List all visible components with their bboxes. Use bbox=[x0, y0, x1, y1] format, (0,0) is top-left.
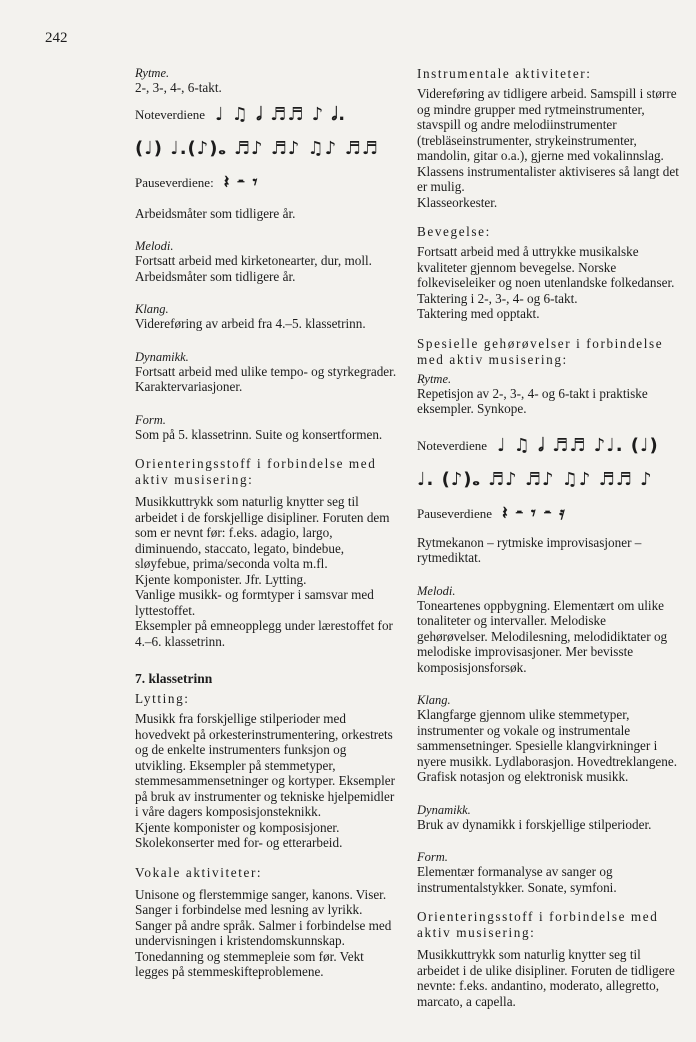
note-symbols: ♩ ♫ 𝅗𝅥 ♬♬ ♪ 𝅗𝅥. bbox=[215, 104, 347, 125]
form-heading: Form. bbox=[135, 412, 166, 427]
orientation-text: Musikkuttrykk som naturlig knytter seg til arbeidet i de forskjellige disipliner. Foruten dem som er nevnt før: f.eks. adagio, largo, diminuendo, staccato, legato, bindebue, sløyfebue, prima/seconda volta m.fl. bbox=[135, 494, 390, 571]
note-values-label-right: Noteverdiene bbox=[417, 437, 488, 453]
vocal-activities-heading: Vokale aktiviteter: bbox=[135, 864, 263, 880]
movement-text: Fortsatt arbeid med å uttrykke musikalske kvaliteter gjennom bevegelse. Norske folkeviseleiker og noen utenlandske folkedanser. bbox=[417, 244, 675, 290]
dynamics-heading-right: Dynamikk. bbox=[417, 802, 471, 817]
dynamics-text: Fortsatt arbeid med ulike tempo- og styrkegrader. bbox=[135, 363, 397, 379]
orientation-heading: Orienteringsstoff i forbindelse med aktiv musisering: bbox=[135, 456, 377, 487]
listening-text-3: Skolekonserter med for- og etterarbeid. bbox=[135, 835, 343, 850]
rest-symbols-right: 𝄽 𝄼 𝄾 𝄼 𝄿 bbox=[502, 503, 566, 524]
form-text-right: Elementær formanalyse av sanger og instrumentalstykker. Sonate, symfoni. bbox=[417, 864, 617, 895]
dynamics-heading: Dynamikk. bbox=[135, 349, 189, 364]
sound-text: Videreføring av arbeid fra 4.–5. klassetrinn. bbox=[135, 316, 366, 331]
grade-7-heading: 7. klassetrinn bbox=[135, 671, 213, 686]
vocal-activities-text-2: Sanger på andre språk. Salmer i forbindelse med undervisningen i kristendomskunnskap. Tonedanning og stemmepleie som før. Vekt legges på stemmeskifteproblemene. bbox=[135, 917, 392, 979]
orientation-text-4: Eksempler på emneopplegg under lærestoffet for 4.–6. klassetrinn. bbox=[135, 618, 393, 649]
dynamics-text-right: Bruk av dynamikk i forskjellige stilperioder. bbox=[417, 816, 652, 832]
rest-values-row bbox=[135, 170, 397, 196]
note-values-label: Noteverdiene bbox=[135, 106, 206, 122]
form-text: Som på 5. klassetrinn. Suite og konsertformen. bbox=[135, 426, 383, 442]
instrumental-text: Videreføring av tidligere arbeid. Samspill i større og mindre grupper med rytmeinstrumenter, stavspill og andre melodiinstrumenter (trebläseinstrumenter, strykeinstrumenter, mandolin, gitar o.a.), gjerne med vokalinnslag. Klassens instrumentalister aktiviseres så langt det er mulig. bbox=[417, 86, 679, 194]
note-values-row-right bbox=[417, 433, 679, 459]
rest-values-row-right bbox=[417, 501, 679, 527]
sound-heading-right: Klang. bbox=[417, 693, 451, 707]
melody-heading-right: Melodi. bbox=[417, 583, 456, 598]
instrumental-text-2: Klasseorkester. bbox=[417, 194, 498, 210]
work-methods-text: Arbeidsmåter som tidligere år. bbox=[135, 205, 296, 221]
movement-heading: Bevegelse: bbox=[417, 224, 491, 239]
rhythm-canon-text: Rytmekanon – rytmiske improvisasjoner – rytmediktat. bbox=[417, 534, 642, 565]
instrumental-heading: Instrumentale aktiviteter: bbox=[417, 66, 592, 81]
note-symbols-line-2: (♩) ♩.(♪)𝅝 ♬♪ ♬♪ ♫♪ ♬♬ bbox=[135, 137, 379, 159]
sound-text-right: Klangfarge gjennom ulike stemmetyper, instrumenter og vokale og instrumentale sammensetninger. Spesielle klangvirkninger i nyere musikk. Lydlaborasjon. Hovedtreklangene. bbox=[417, 707, 678, 769]
left-column bbox=[135, 66, 397, 980]
rytme-heading: Rytme. bbox=[135, 66, 170, 80]
melody-text: Fortsatt arbeid med kirketonearter, dur, moll. bbox=[135, 253, 372, 268]
rhythm-heading: Rytme. bbox=[417, 371, 452, 386]
rhythm-text: Repetisjon av 2-, 3-, 4- og 6-takt i praktiske eksempler. Synkope. bbox=[417, 385, 648, 416]
orientation-heading-right: Orienteringsstoff i forbindelse med aktiv musisering: bbox=[417, 909, 659, 940]
note-symbols-right: ♩ ♫ 𝅗𝅥 ♬♬ ♪♩. (♩) bbox=[497, 435, 659, 456]
sound-heading: Klang. bbox=[135, 302, 169, 316]
rest-values-label-right: Pauseverdiene bbox=[417, 505, 493, 521]
orientation-text-right: Musikkuttrykk som naturlig knytter seg til arbeidet i de ulike disipliner. Foruten de tidligere nevnte: f.eks. andantino, moderato, allegretto, marcato, a capella. bbox=[417, 947, 675, 1009]
page-number: 242 bbox=[45, 30, 68, 46]
dynamics-text-2: Karaktervariasjoner. bbox=[135, 379, 243, 394]
orientation-text-3: Vanlige musikk- og formtyper i samsvar med lyttestoffet. bbox=[135, 587, 374, 618]
note-values-row bbox=[135, 102, 397, 128]
listening-text: Musikk fra forskjellige stilperioder med hovedvekt på orkesterinstrumentering, orkestrets og de enkelte instrumenters funksjon og utvikling. Eksempler på stemmetyper, stemmesammensetninger og kortyper. Eksempler på bruk av instrumenter og tekniske hjelpemidler i våre dagers komposisjonsteknikk. bbox=[135, 711, 396, 819]
rest-values-label: Pauseverdiene: bbox=[135, 174, 214, 190]
movement-text-2: Taktering i 2-, 3-, 4- og 6-takt. bbox=[417, 290, 578, 306]
melody-text-right: Toneartenes oppbygning. Elementært om ulike tonaliteter og intervaller. Melodiske gehørøvelser. Melodilesning, melodidiktater og melodiske improvisasjoner. Mer bevisste komposisjonsforsøk. bbox=[417, 597, 668, 675]
right-column bbox=[417, 66, 679, 1009]
melody-heading: Melodi. bbox=[135, 239, 174, 253]
listening-text-2: Kjente komponister og komposisjoner. bbox=[135, 819, 340, 835]
listening-heading: Lytting: bbox=[135, 691, 190, 706]
melody-text-2: Arbeidsmåter som tidligere år. bbox=[135, 268, 296, 284]
form-heading-right: Form. bbox=[417, 850, 448, 864]
note-symbols-right-line-2: ♩. (♪)𝅝 ♬♪ ♬♪ ♫♪ ♬♬ ♪ bbox=[417, 468, 653, 490]
vocal-activities-text: Unisone og flerstemmige sanger, kanons. Viser. Sanger i forbindelse med lesning av lyrikk. bbox=[135, 886, 387, 917]
orientation-text-2: Kjente komponister. Jfr. Lytting. bbox=[135, 571, 307, 587]
movement-text-3: Taktering med opptakt. bbox=[417, 306, 540, 321]
ear-training-heading: Spesielle gehørøvelser i forbindelse med aktiv musisering: bbox=[417, 335, 664, 367]
rytme-text: 2-, 3-, 4-, 6-takt. bbox=[135, 80, 222, 95]
sound-text-right-2: Grafisk notasjon og elektronisk musikk. bbox=[417, 769, 629, 784]
rest-symbols: 𝄽 𝄼 𝄾 bbox=[223, 172, 259, 193]
